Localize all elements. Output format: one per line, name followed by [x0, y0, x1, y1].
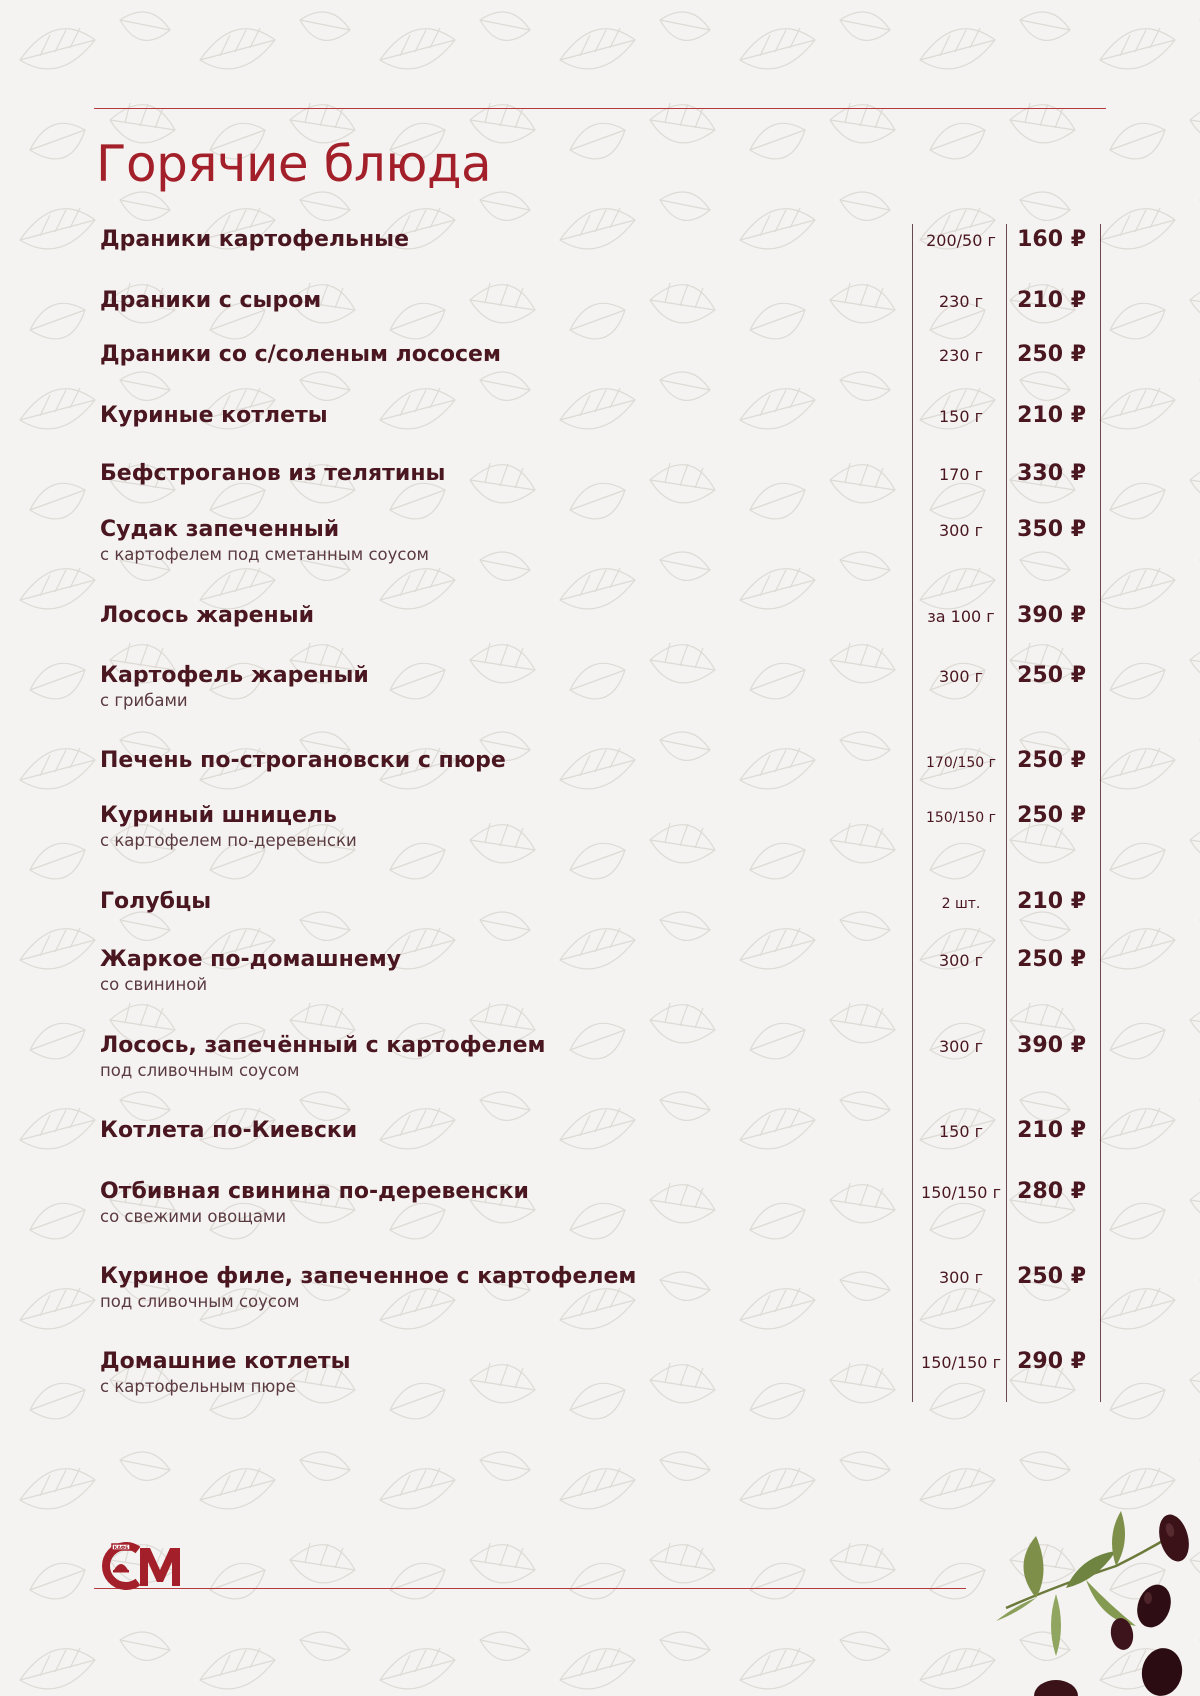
- item-description: с грибами: [100, 691, 188, 710]
- menu-item: [0, 662, 1200, 722]
- item-description: со свининой: [100, 975, 208, 994]
- menu-item: [0, 1178, 1200, 1238]
- item-name: Куриные котлеты: [100, 403, 328, 428]
- item-price: 210 ₽: [1017, 288, 1086, 313]
- item-weight: 300 г: [938, 1268, 984, 1287]
- item-price: 250 ₽: [1017, 663, 1086, 688]
- item-price: 250 ₽: [1017, 803, 1086, 828]
- item-weight: 150/150 г: [921, 1353, 1001, 1372]
- item-weight: за 100 г: [927, 607, 995, 626]
- item-name: Отбивная свинина по-деревенски: [100, 1179, 529, 1204]
- menu-item: [0, 341, 1200, 401]
- item-name: Драники картофельные: [100, 227, 409, 252]
- item-name: Бефстроганов из телятины: [100, 461, 446, 486]
- item-price: 250 ₽: [1017, 748, 1086, 773]
- item-weight: 170 г: [938, 465, 984, 484]
- item-weight: 200/50 г: [926, 231, 996, 250]
- item-description: с картофелем под сметанным соусом: [100, 545, 429, 564]
- menu-item: [0, 402, 1200, 462]
- item-description: с картофелем по-деревенски: [100, 831, 357, 850]
- item-weight: 300 г: [938, 1037, 984, 1056]
- item-weight: 150 г: [938, 407, 984, 426]
- item-name: Драники с сыром: [100, 288, 322, 313]
- item-name: Куриное филе, запеченное с картофелем: [100, 1264, 637, 1289]
- item-price: 210 ₽: [1017, 889, 1086, 914]
- menu-item: [0, 516, 1200, 576]
- item-weight: 230 г: [938, 346, 984, 365]
- item-price: 250 ₽: [1017, 947, 1086, 972]
- item-price: 280 ₽: [1017, 1179, 1086, 1204]
- item-price: 210 ₽: [1017, 1118, 1086, 1143]
- item-name: Жаркое по-домашнему: [100, 947, 402, 972]
- item-name: Домашние котлеты: [100, 1349, 351, 1374]
- item-weight: 170/150 г: [926, 755, 996, 771]
- item-name: Котлета по-Киевски: [100, 1118, 358, 1143]
- menu-item: [0, 747, 1200, 807]
- item-weight: 150 г: [938, 1122, 984, 1141]
- item-description: под сливочным соусом: [100, 1292, 300, 1311]
- item-weight: 2 шт.: [941, 896, 981, 912]
- menu-item: [0, 1263, 1200, 1323]
- item-name: Лосось, запечённый с картофелем: [100, 1033, 546, 1058]
- menu-item: [0, 1032, 1200, 1092]
- menu-item: [0, 946, 1200, 1006]
- cafe-logo-icon: [94, 1540, 194, 1590]
- item-price: 330 ₽: [1017, 461, 1086, 486]
- item-price: 290 ₽: [1017, 1349, 1086, 1374]
- item-price: 250 ₽: [1017, 342, 1086, 367]
- page-title: Горячие блюда: [96, 135, 492, 193]
- item-price: 350 ₽: [1017, 517, 1086, 542]
- menu-item: [0, 1348, 1200, 1408]
- svg-text:КАФЕ: КАФЕ: [113, 1546, 129, 1551]
- item-name: Голубцы: [100, 889, 212, 914]
- item-price: 390 ₽: [1017, 603, 1086, 628]
- top-divider: [94, 108, 1106, 109]
- menu-item: [0, 1117, 1200, 1177]
- menu-item: [0, 602, 1200, 662]
- menu-item: [0, 287, 1200, 347]
- olive-branch-icon: [996, 1496, 1200, 1696]
- item-weight: 150/150 г: [926, 810, 996, 826]
- item-price: 210 ₽: [1017, 403, 1086, 428]
- item-name: Куриный шницель: [100, 803, 337, 828]
- menu-item: [0, 460, 1200, 520]
- item-description: с картофельным пюре: [100, 1377, 296, 1396]
- item-weight: 230 г: [938, 292, 984, 311]
- item-weight: 300 г: [938, 521, 984, 540]
- item-name: Картофель жареный: [100, 663, 369, 688]
- item-weight: 150/150 г: [921, 1183, 1001, 1202]
- item-weight: 300 г: [938, 951, 984, 970]
- menu-item: [0, 226, 1200, 286]
- item-weight: 300 г: [938, 667, 984, 686]
- item-description: со свежими овощами: [100, 1207, 287, 1226]
- menu-item: [0, 888, 1200, 948]
- item-price: 160 ₽: [1017, 227, 1086, 252]
- footer-divider: [94, 1588, 966, 1589]
- item-name: Печень по-строгановски с пюре: [100, 748, 506, 773]
- menu-item: [0, 802, 1200, 862]
- item-name: Судак запеченный: [100, 517, 340, 542]
- item-price: 250 ₽: [1017, 1264, 1086, 1289]
- item-name: Драники со с/соленым лососем: [100, 342, 501, 367]
- item-price: 390 ₽: [1017, 1033, 1086, 1058]
- item-description: под сливочным соусом: [100, 1061, 300, 1080]
- item-name: Лосось жареный: [100, 603, 315, 628]
